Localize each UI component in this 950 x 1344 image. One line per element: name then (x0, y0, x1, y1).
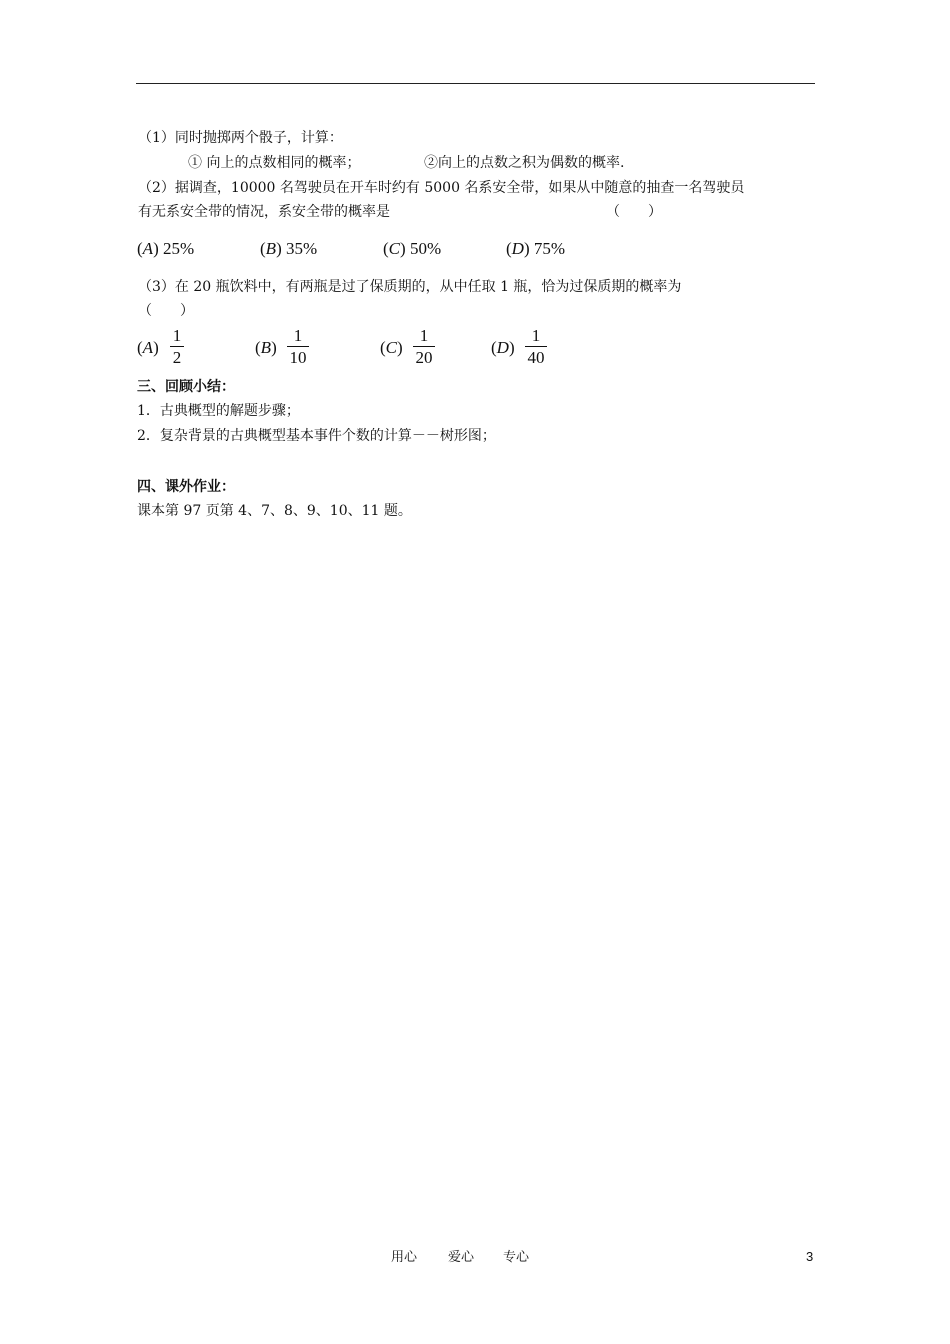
q3-option-c-fraction (413, 326, 435, 367)
q2-option-c: (C) 50% (383, 239, 442, 258)
fraction-bar (287, 346, 309, 347)
q3-option-b-numerator: 1 (293, 326, 303, 345)
q2-option-d: (D) 75% (506, 239, 566, 258)
q3-option-a-label: (A) (137, 338, 159, 357)
homework-text: 课本第 97 页第 4、7、8、9、10、11 题。 (137, 503, 412, 519)
footer-right: 专心 (503, 1250, 530, 1265)
q3-option-d-label: (D) (491, 338, 515, 357)
q1-part2: ②向上的点数之积为偶数的概率. (424, 155, 625, 171)
summary-heading: 三、回顾小结： (137, 379, 235, 395)
q3-option-b-fraction (287, 326, 309, 367)
page-number: 3 (806, 1249, 814, 1264)
q2-line1: （2）据调查，10000 名驾驶员在开车时约有 5000 名系安全带，如果从中随意的抽查一名驾驶员 (138, 180, 745, 196)
footer-middle: 爱心 (448, 1250, 475, 1265)
q3-option-c-label: (C) (380, 338, 403, 357)
q3-line1: （3）在 20 瓶饮料中，有两瓶是过了保质期的，从中任取 1 瓶，恰为过保质期的概率为 (138, 279, 682, 295)
q3-option-a-denominator: 2 (172, 348, 182, 367)
q2-option-c-value: 50% (409, 239, 442, 258)
q2-option-b: (B) 35% (260, 239, 318, 258)
homework-heading: 四、课外作业： (137, 479, 235, 495)
q3-answer-bracket: （ ） (138, 303, 194, 319)
q2-option-b-value: 35% (285, 239, 318, 258)
summary-item-2: 2．复杂背景的古典概型基本事件个数的计算－－树形图； (137, 428, 496, 444)
q3-option-b-denominator: 10 (289, 348, 307, 367)
fraction-bar (525, 346, 547, 347)
header-rule (136, 83, 815, 84)
q2-option-a: (A) 25% (137, 239, 195, 258)
q3-option-d-numerator: 1 (531, 326, 541, 345)
footer-left: 用心 (391, 1250, 418, 1265)
q3-option-d-fraction (525, 326, 547, 367)
q3-option-a-numerator: 1 (172, 326, 182, 345)
q3-option-a-fraction (170, 326, 184, 367)
q2-option-a-value: 25% (162, 239, 195, 258)
q1-stem: （1）同时抛掷两个骰子，计算： (138, 130, 343, 146)
q3-option-d-denominator: 40 (527, 348, 545, 367)
q2-answer-bracket: （ ） (606, 204, 662, 220)
summary-item-1: 1．古典概型的解题步骤； (137, 403, 300, 419)
q3-option-c-numerator: 1 (419, 326, 429, 345)
fraction-bar (170, 346, 184, 347)
q2-line2: 有无系安全带的情况，系安全带的概率是 (138, 204, 390, 220)
q1-part1: ① 向上的点数相同的概率； (188, 155, 361, 171)
q3-option-c-denominator: 20 (415, 348, 433, 367)
q2-option-d-value: 75% (533, 239, 566, 258)
q3-option-b-label: (B) (255, 338, 277, 357)
fraction-bar (413, 346, 435, 347)
